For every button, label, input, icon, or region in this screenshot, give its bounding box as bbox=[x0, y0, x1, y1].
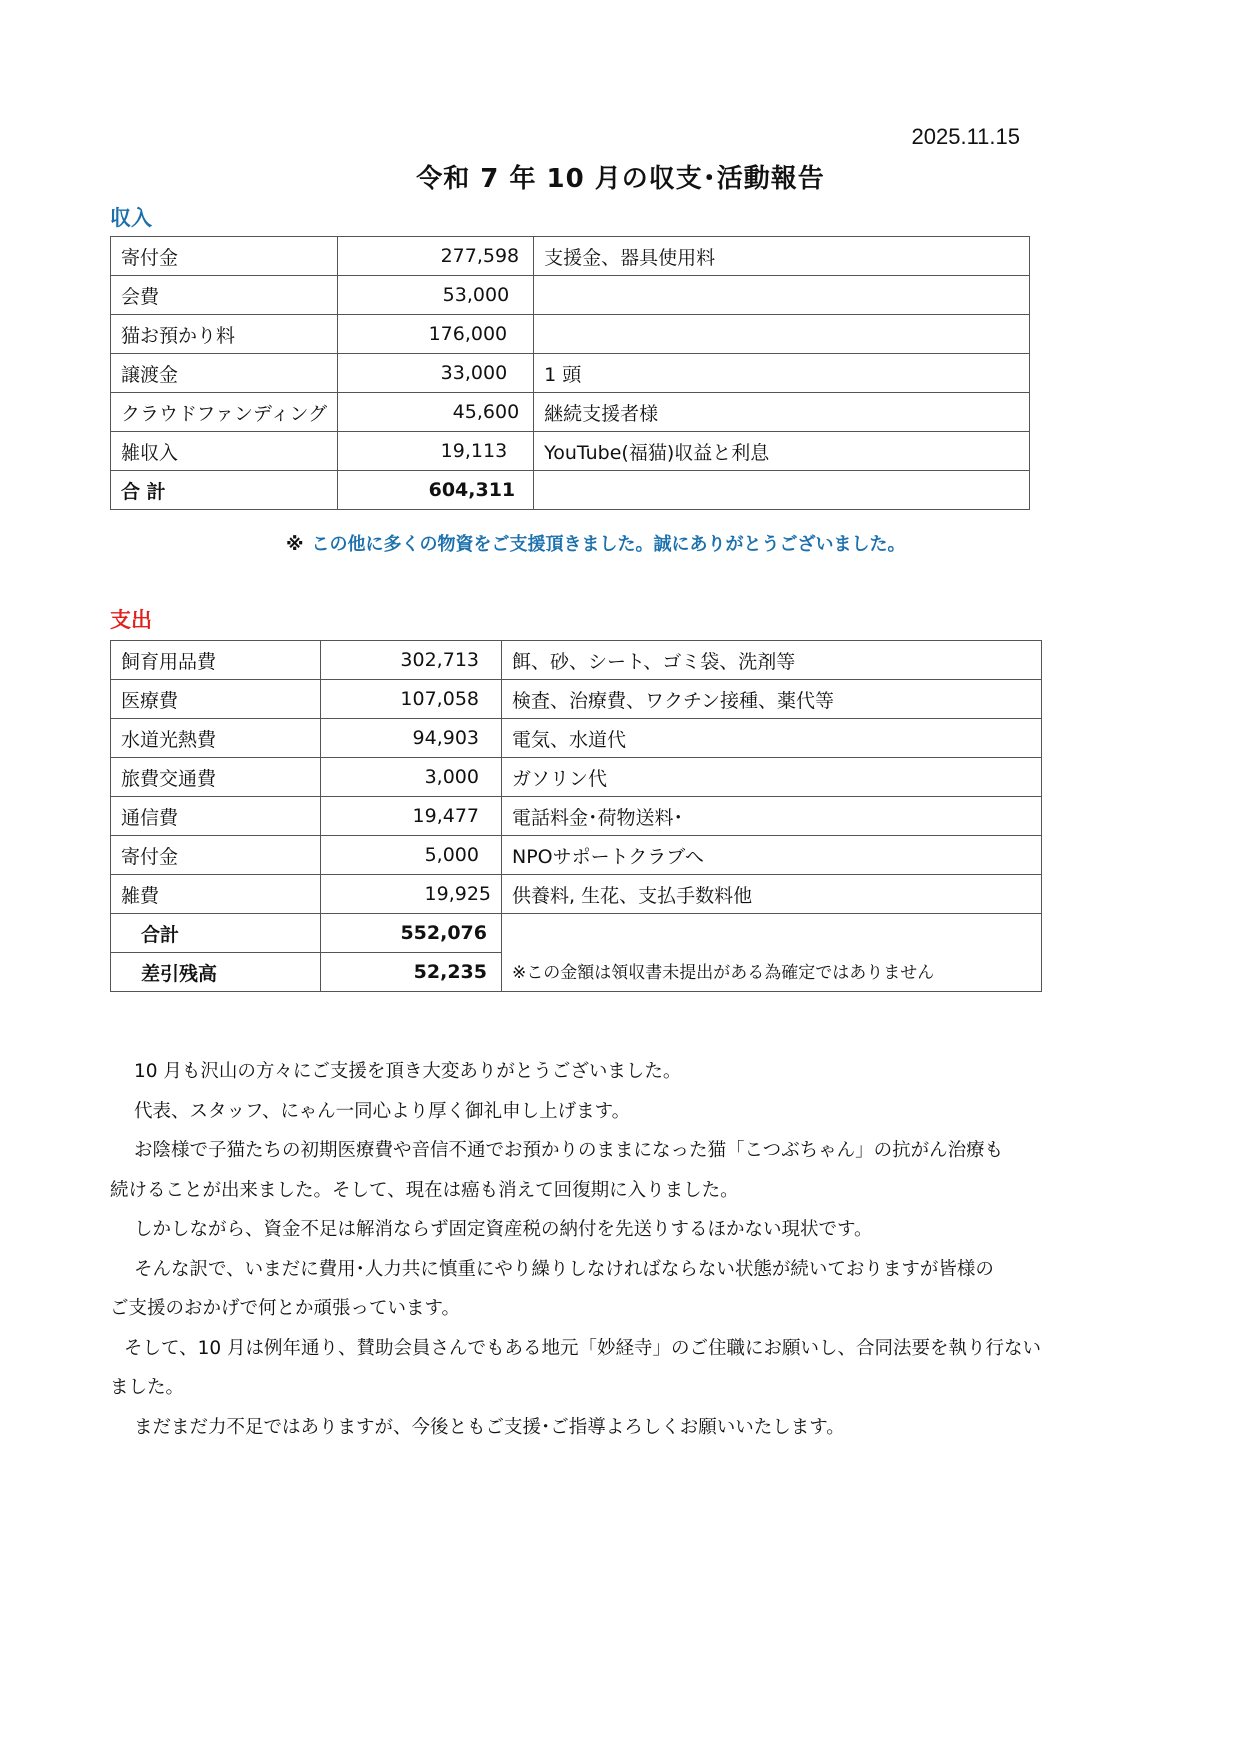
income-footnote bbox=[286, 530, 906, 556]
table-row bbox=[111, 393, 1030, 432]
expense-item: 水道光熱費 bbox=[111, 719, 321, 758]
expense-amount: 19,925 bbox=[321, 875, 502, 914]
expense-note: ガソリン代 bbox=[502, 758, 1042, 797]
expense-note: 検査、治療費、ワクチン接種、薬代等 bbox=[502, 680, 1042, 719]
body-paragraph: しかしながら、資金不足は解消ならず固定資産税の納付を先送りするほかない現状です。 bbox=[134, 1219, 873, 1240]
expense-item: 旅費交通費 bbox=[111, 758, 321, 797]
table-row bbox=[111, 237, 1030, 276]
income-amount: 19,113 bbox=[338, 432, 534, 471]
expense-amount: 3,000 bbox=[321, 758, 502, 797]
page-title: 令和 7 年 10 月の収支･活動報告 bbox=[416, 164, 825, 194]
footnote-text: この他に多くの物資をご支援頂きました。誠にありがとうございました。 bbox=[311, 534, 906, 555]
income-total-note bbox=[534, 471, 1030, 510]
expense-amount: 19,477 bbox=[321, 797, 502, 836]
expense-item: 雑費 bbox=[111, 875, 321, 914]
income-table bbox=[110, 236, 1030, 510]
table-row bbox=[111, 354, 1030, 393]
expense-total-amount: 552,076 bbox=[321, 914, 502, 953]
income-note bbox=[534, 276, 1030, 315]
table-row bbox=[111, 315, 1030, 354]
income-item: クラウドファンディング bbox=[111, 393, 338, 432]
income-amount: 33,000 bbox=[338, 354, 534, 393]
expense-total-row bbox=[111, 914, 1042, 953]
income-amount: 176,000 bbox=[338, 315, 534, 354]
expense-amount: 107,058 bbox=[321, 680, 502, 719]
expense-heading: 支出 bbox=[110, 608, 152, 632]
income-total-row bbox=[111, 471, 1030, 510]
balance-label: 差引残高 bbox=[111, 953, 321, 992]
body-paragraph: ました。 bbox=[110, 1377, 185, 1398]
expense-item: 寄付金 bbox=[111, 836, 321, 875]
expense-amount: 302,713 bbox=[321, 641, 502, 680]
income-item: 雑収入 bbox=[111, 432, 338, 471]
expense-note: NPOサポートクラブへ bbox=[502, 836, 1042, 875]
income-total-label: 合 計 bbox=[111, 471, 338, 510]
table-row bbox=[111, 680, 1042, 719]
income-amount: 45,600 bbox=[338, 393, 534, 432]
income-amount: 53,000 bbox=[338, 276, 534, 315]
expense-note: 電気、水道代 bbox=[502, 719, 1042, 758]
expense-note: 供養料, 生花、支払手数料他 bbox=[502, 875, 1042, 914]
body-paragraph: そして、10 月は例年通り、賛助会員さんでもある地元「妙経寺」のご住職にお願いし、合同法要を執り行ない bbox=[124, 1337, 1042, 1359]
table-row bbox=[111, 836, 1042, 875]
income-amount: 277,598 bbox=[338, 237, 534, 276]
income-item: 会費 bbox=[111, 276, 338, 315]
expense-table bbox=[110, 640, 1042, 992]
body-paragraph: お陰様で子猫たちの初期医療費や音信不通でお預かりのままになった猫「こつぶちゃん」の抗がん治療も bbox=[134, 1140, 1004, 1161]
income-heading: 収入 bbox=[110, 206, 152, 230]
body-paragraph: 代表、スタッフ、にゃん一同心より厚く御礼申し上げます。 bbox=[134, 1100, 631, 1122]
expense-amount: 94,903 bbox=[321, 719, 502, 758]
income-item: 猫お預かり料 bbox=[111, 315, 338, 354]
body-paragraph: 続けることが出来ました。そして、現在は癌も消えて回復期に入りました。 bbox=[110, 1179, 739, 1201]
income-note: 継続支援者様 bbox=[534, 393, 1030, 432]
expense-note: 電話料金･荷物送料･ bbox=[502, 797, 1042, 836]
expense-total-label: 合計 bbox=[111, 914, 321, 953]
body-paragraph: 10 月も沢山の方々にご支援を頂き大変ありがとうございました。 bbox=[134, 1061, 682, 1082]
table-row bbox=[111, 875, 1042, 914]
income-note: 1 頭 bbox=[534, 354, 1030, 393]
table-row bbox=[111, 758, 1042, 797]
table-row bbox=[111, 797, 1042, 836]
report-date: 2025.11.15 bbox=[911, 124, 1020, 149]
table-row bbox=[111, 641, 1042, 680]
balance-amount: 52,235 bbox=[321, 953, 502, 992]
income-note: 支援金、器具使用料 bbox=[534, 237, 1030, 276]
balance-note: ※この金額は領収書未提出がある為確定ではありません bbox=[502, 914, 1042, 992]
income-total-amount: 604,311 bbox=[338, 471, 534, 510]
income-note bbox=[534, 315, 1030, 354]
table-row bbox=[111, 719, 1042, 758]
expense-amount: 5,000 bbox=[321, 836, 502, 875]
table-row bbox=[111, 276, 1030, 315]
body-paragraph: まだまだ力不足ではありますが、今後ともご支援･ご指導よろしくお願いいたします。 bbox=[134, 1416, 845, 1438]
body-paragraph: そんな訳で、いまだに費用･人力共に慎重にやり繰りしなければならない状態が続いておりますが皆様の bbox=[134, 1258, 994, 1280]
reference-mark: ※ bbox=[286, 534, 304, 555]
table-row bbox=[111, 432, 1030, 471]
expense-note: 餌、砂、シート、ゴミ袋、洗剤等 bbox=[502, 641, 1042, 680]
expense-item: 医療費 bbox=[111, 680, 321, 719]
expense-item: 通信費 bbox=[111, 797, 321, 836]
body-paragraph: ご支援のおかげで何とか頑張っています。 bbox=[110, 1298, 461, 1319]
report-body bbox=[110, 1052, 1130, 1447]
expense-item: 飼育用品費 bbox=[111, 641, 321, 680]
income-item: 譲渡金 bbox=[111, 354, 338, 393]
income-note: YouTube(福猫)収益と利息 bbox=[534, 432, 1030, 471]
income-item: 寄付金 bbox=[111, 237, 338, 276]
